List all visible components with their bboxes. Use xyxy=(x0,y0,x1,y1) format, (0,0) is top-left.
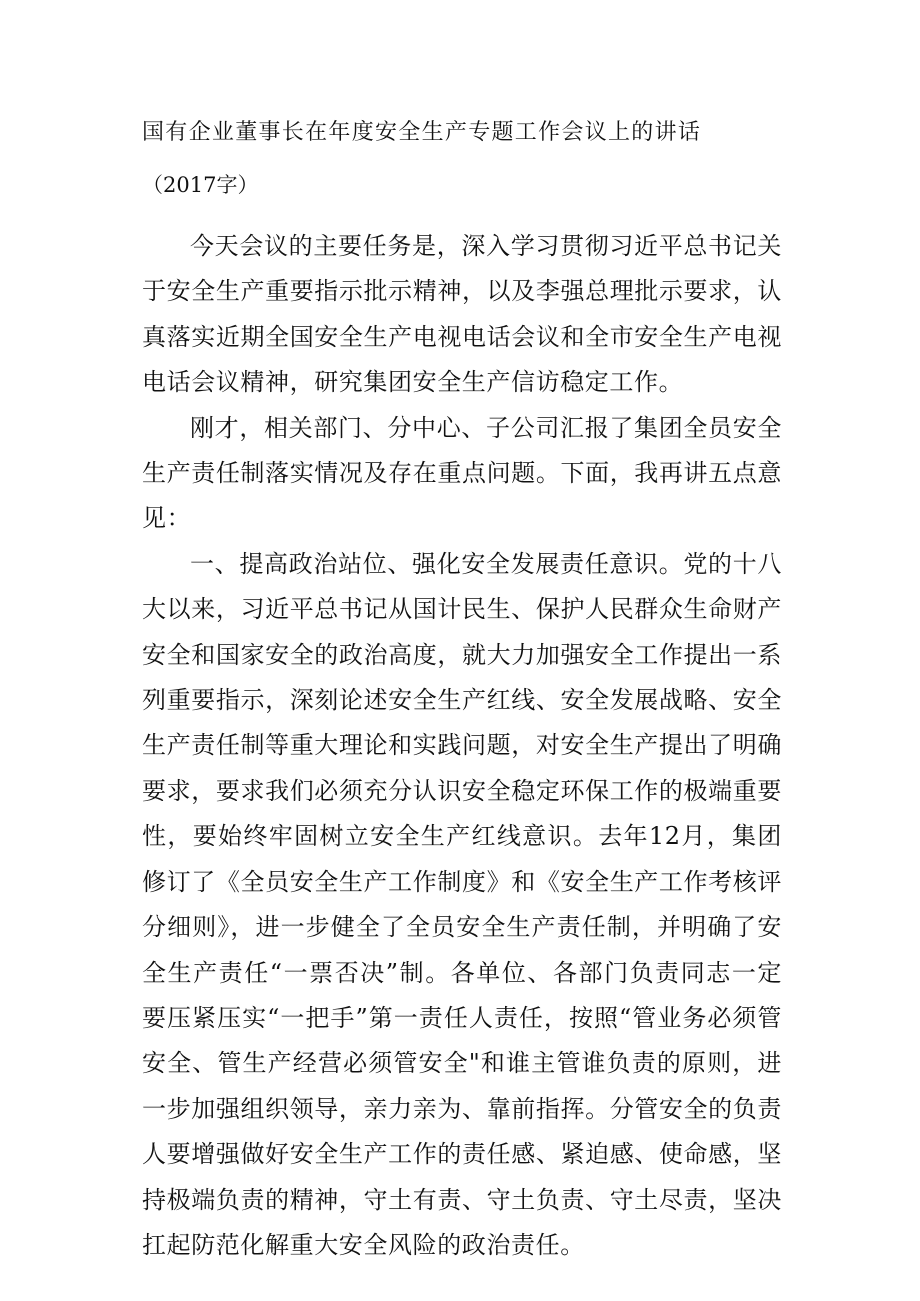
paragraph-point-one: 一、提高政治站位、强化安全发展责任意识。党的十八大以来，习近平总书记从国计民生、保护人民群众生命财产安全和国家安全的政治高度，就大力加强安全工作提出一系列重要指示，深刻论述安全生产红线、安全发展战略、安全生产责任制等重大理论和实践问题，对安全生产提出了明确要求，要求我们必须充分认识安全稳定环保工作的极端重要性，要始终牢固树立安全生产红线意识。去年12月，集团修订了《全员安全生产工作制度》和《安全生产工作考核评分细则》，进一步健全了全员安全生产责任制，并明确了安全生产责任“一票否决”制。各单位、各部门负责同志一定要压紧压实“一把手”第一责任人责任，按照“管业务必须管安全、管生产经营必须管安全"和谁主管谁负责的原则，进一步加强组织领导，亲力亲为、靠前指挥。分管安全的负责人要增强做好安全生产工作的责任感、紧迫感、使命感，坚持极端负责的精神，守土有责、守土负责、守土尽责，坚决扛起防范化解重大安全风险的政治责任。 xyxy=(142,549,782,1259)
document-body xyxy=(142,224,782,1268)
paragraph-meeting-tasks: 今天会议的主要任务是，深入学习贯彻习近平总书记关于安全生产重要指示批示精神，以及李强总理批示要求，认真落实近期全国安全生产电视电话会议和全市安全生产电视电话会议精神，研究集团安全生产信访稳定工作。 xyxy=(142,232,782,397)
paragraph-reports: 刚才，相关部门、分中心、子公司汇报了集团全员安全生产责任制落实情况及存在重点问题。下面，我再讲五点意见： xyxy=(142,413,782,533)
word-count: （2017字） xyxy=(142,173,259,197)
document-title: 国有企业董事长在年度安全生产专题工作会议上的讲话 xyxy=(142,120,702,145)
